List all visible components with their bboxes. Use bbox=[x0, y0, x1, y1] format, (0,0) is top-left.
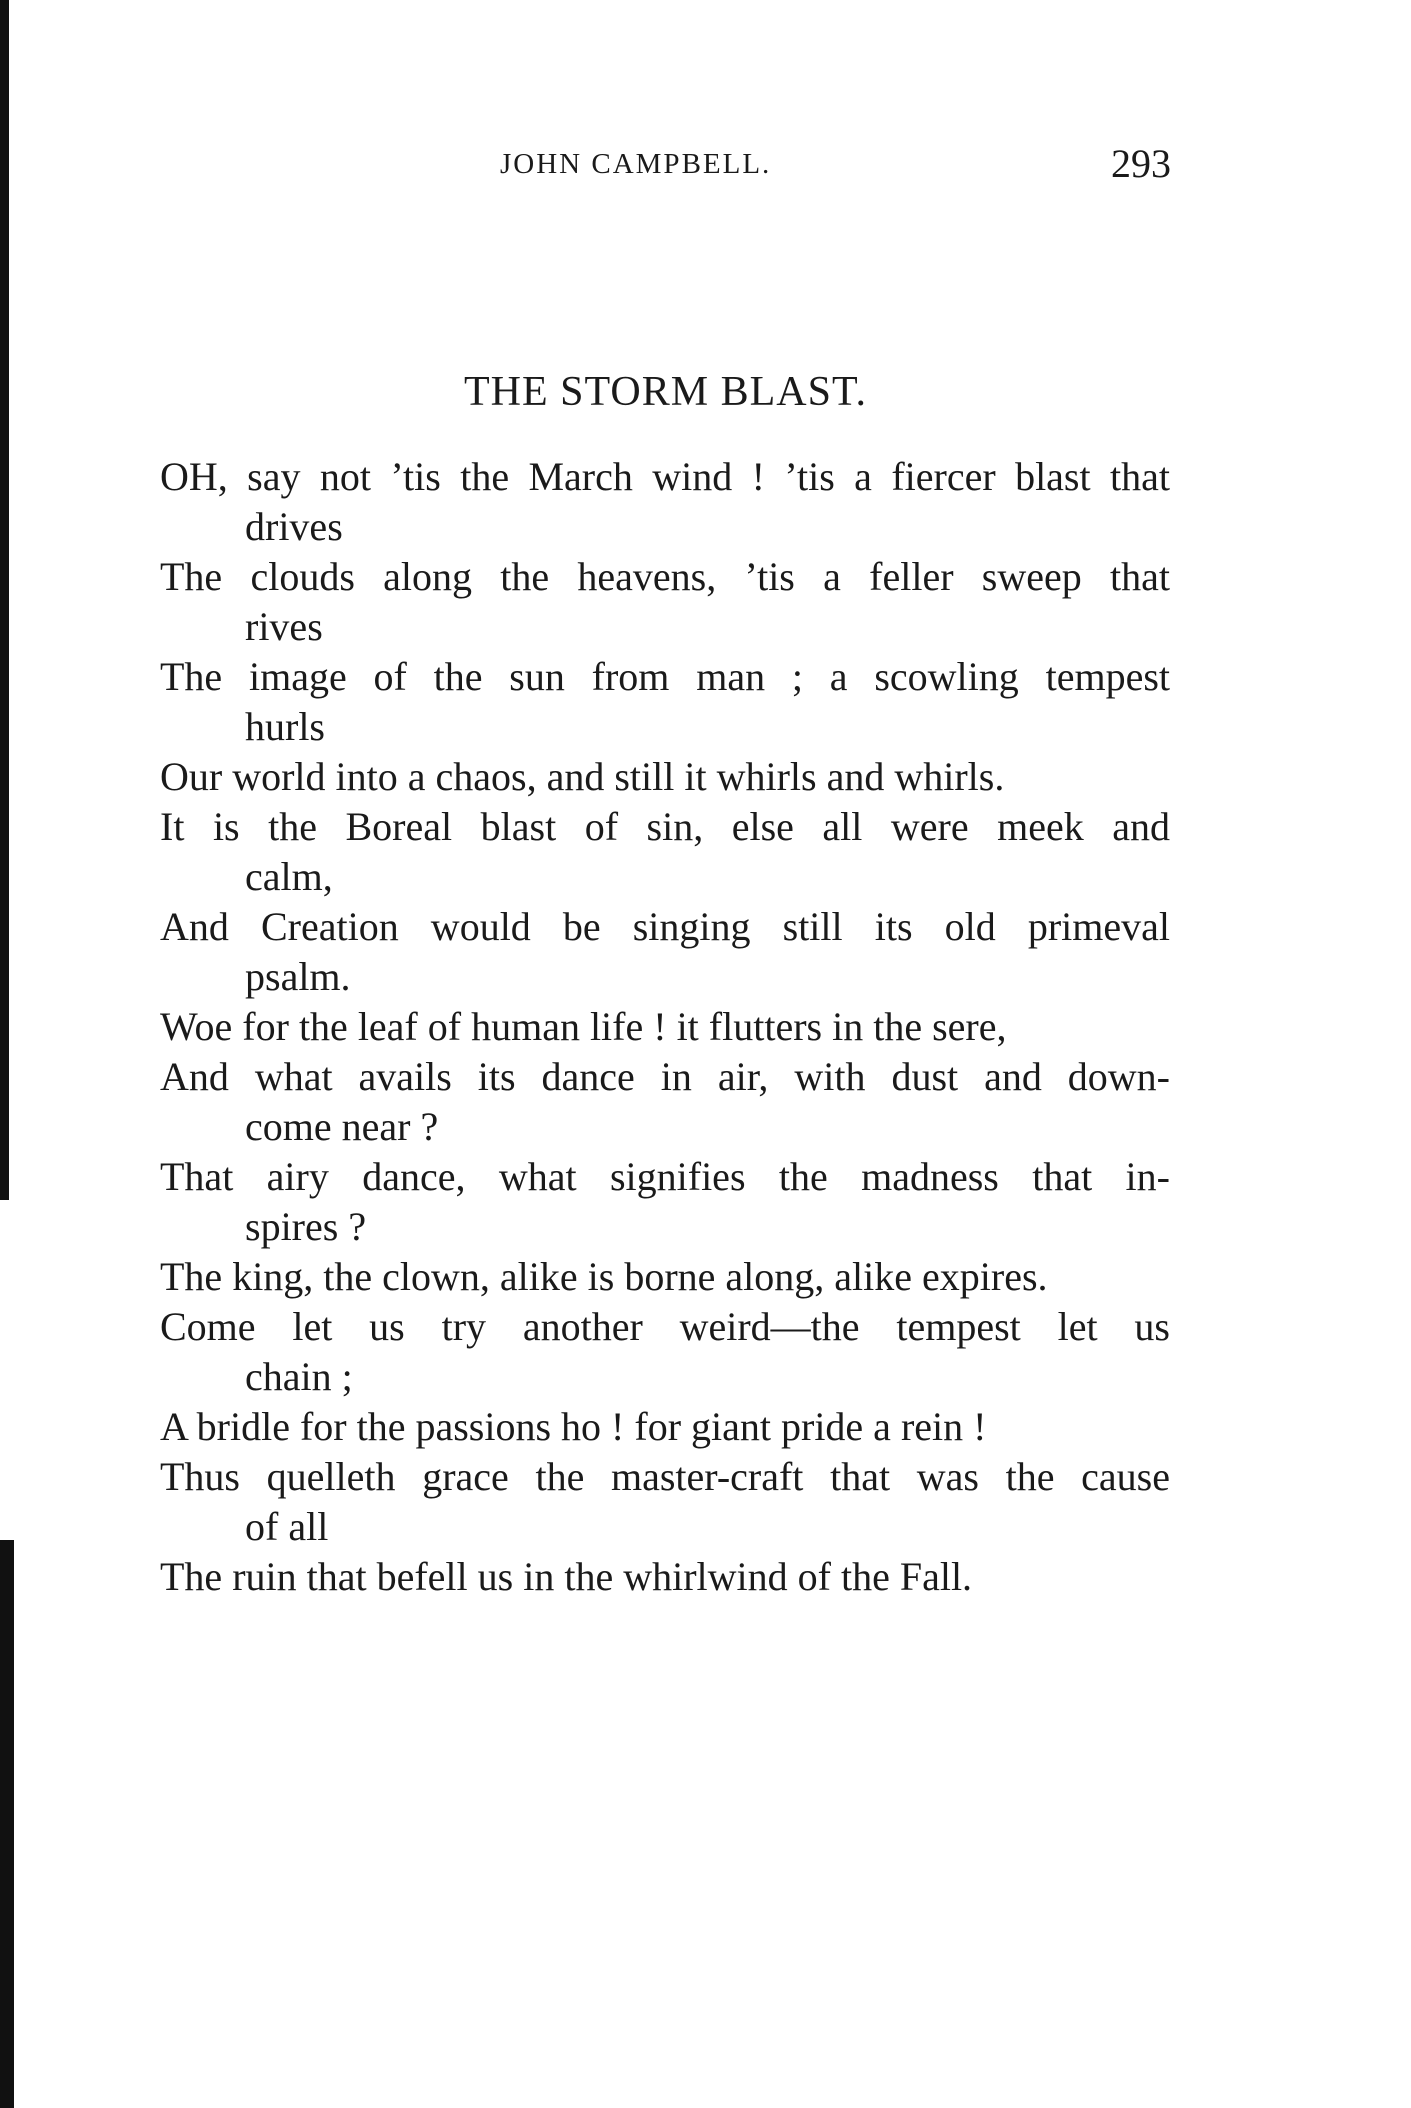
verse-line bbox=[160, 902, 1170, 1002]
verse-continuation: of all bbox=[245, 1504, 329, 1549]
verse-text: That airy dance, what signifies the madness that in- bbox=[160, 1154, 1170, 1199]
verse-line bbox=[160, 1452, 1170, 1552]
verse-text: Come let us try another weird—the tempest let us bbox=[160, 1304, 1170, 1349]
verse-text: The clouds along the heavens, ’tis a feller sweep that bbox=[160, 554, 1170, 599]
verse-continuation: rives bbox=[245, 604, 323, 649]
verse-line bbox=[160, 1152, 1170, 1252]
verse-continuation: come near ? bbox=[245, 1104, 439, 1149]
verse-initial: O bbox=[160, 454, 189, 499]
verse-line bbox=[160, 802, 1170, 902]
verse-continuation: calm, bbox=[245, 854, 333, 899]
verse-text: Thus quelleth grace the master-craft that was the cause bbox=[160, 1454, 1170, 1499]
poem-body bbox=[160, 452, 1170, 1602]
verse-line bbox=[160, 1052, 1170, 1152]
verse-line bbox=[160, 1552, 1170, 1602]
page-number: 293 bbox=[1111, 141, 1171, 186]
binding-edge-lower bbox=[0, 1540, 14, 2108]
verse-text: And Creation would be singing still its old primeval bbox=[160, 904, 1170, 949]
verse-line bbox=[160, 1252, 1170, 1302]
verse-line bbox=[160, 1002, 1170, 1052]
poem-title: THE STORM BLAST. bbox=[464, 369, 867, 415]
verse-line bbox=[160, 752, 1170, 802]
verse-line bbox=[160, 1302, 1170, 1402]
verse-text: Woe for the leaf of human life ! it flutters in the sere, bbox=[160, 1004, 1007, 1049]
verse-line bbox=[160, 652, 1170, 752]
verse-continuation: chain ; bbox=[245, 1354, 353, 1399]
verse-text: A bridle for the passions ho ! for giant pride a rein ! bbox=[160, 1404, 987, 1449]
running-head: JOHN CAMPBELL. bbox=[500, 148, 772, 180]
verse-text: The ruin that befell us in the whirlwind of the Fall. bbox=[160, 1554, 973, 1599]
verse-initial-smallcaps: H bbox=[188, 454, 218, 499]
verse-text: , say not ’tis the March wind ! ’tis a fiercer blast that bbox=[217, 454, 1170, 499]
binding-edge-upper bbox=[0, 0, 9, 1200]
verse-continuation: hurls bbox=[245, 704, 325, 749]
verse-line bbox=[160, 452, 1170, 552]
verse-continuation: spires ? bbox=[245, 1204, 367, 1249]
verse-text: Our world into a chaos, and still it whirls and whirls. bbox=[160, 754, 1005, 799]
verse-continuation: drives bbox=[245, 504, 343, 549]
verse-text: And what avails its dance in air, with dust and down- bbox=[160, 1054, 1170, 1099]
verse-continuation: psalm. bbox=[245, 954, 351, 999]
verse-text: The image of the sun from man ; a scowling tempest bbox=[160, 654, 1170, 699]
verse-line bbox=[160, 552, 1170, 652]
verse-text: The king, the clown, alike is borne along, alike expires. bbox=[160, 1254, 1048, 1299]
verse-text: It is the Boreal blast of sin, else all were meek and bbox=[160, 804, 1170, 849]
verse-line bbox=[160, 1402, 1170, 1452]
